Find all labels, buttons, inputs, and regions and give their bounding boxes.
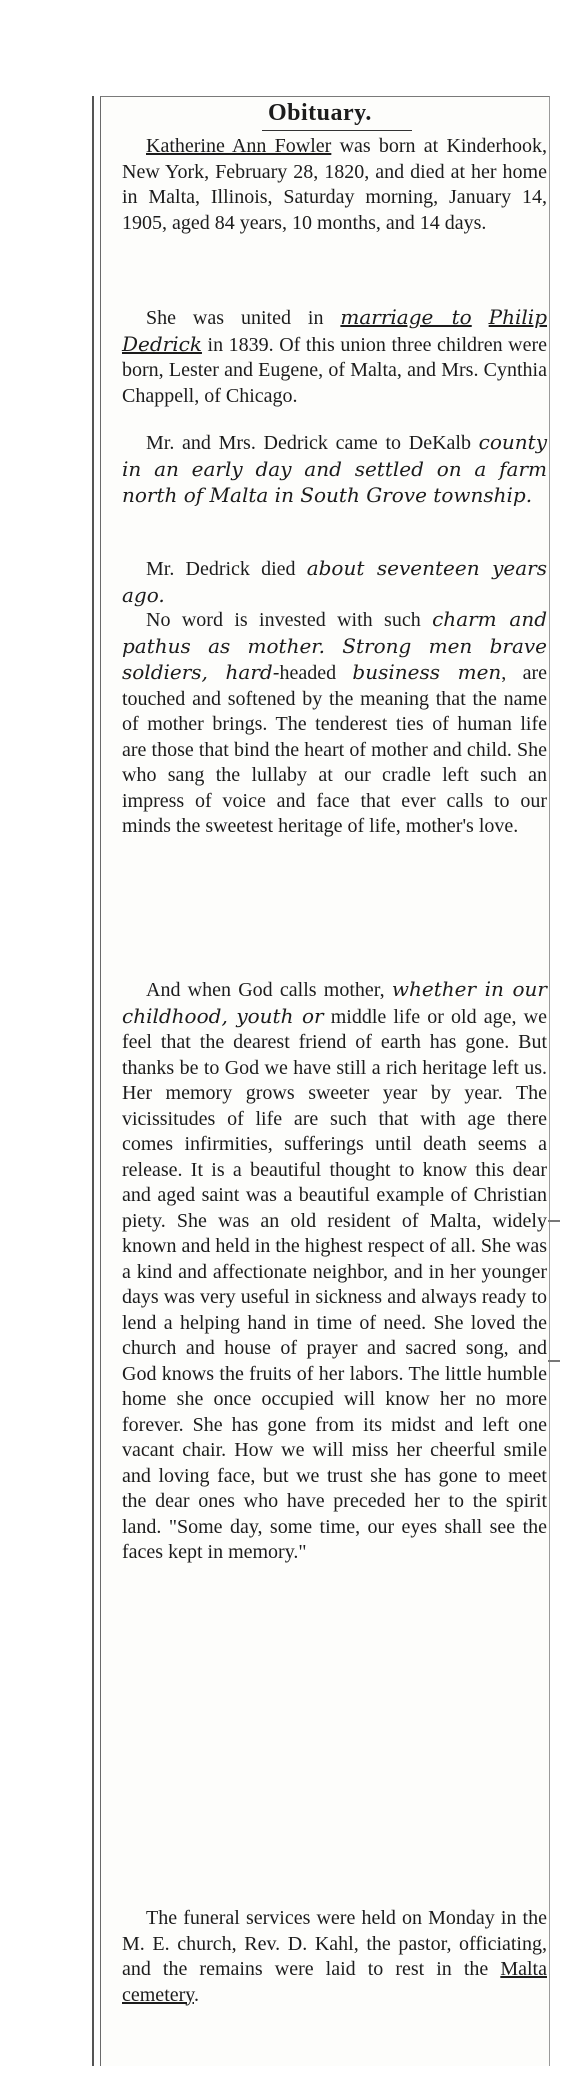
paragraph-text: Mr. Dedrick died (146, 558, 307, 580)
handwritten-marriage: marriage to (340, 305, 472, 329)
paragraph-text: The funeral services were held on Monday in the M. E. church, Rev. D. Kahl, the pastor, officiating, and the remains were laid to rest in the (122, 1907, 547, 1980)
paragraph-text: in 1839. Of this union three children were born, Lester and Eugene, of Malta, and Mrs. Cynthia Chappell, of Chicago. (122, 333, 547, 407)
margin-mark (548, 1220, 560, 1222)
paragraph-text: , are touched and softened by the meaning that the name of mother brings. The tenderest ties of human life are those that bind the heart of mother and child. She who sang the lullaby at our cradle left such an impress of voice and face that ever calls to our minds the sweetest heritage of life, mother's love. (122, 662, 547, 837)
paragraph-text: And when God calls mother, (146, 979, 392, 1001)
paragraph-settlement (122, 430, 547, 510)
paragraph-text: . (193, 1983, 199, 2006)
handwritten-text: county in an early day and settled on a farm north of Malta in South Grove township. (122, 430, 547, 507)
obituary-title: Obituary. (268, 100, 372, 126)
spouse-name: Philip Dedrick (122, 305, 548, 356)
deceased-name: Katherine Ann Fowler (146, 135, 332, 157)
cemetery-name: Malta cemetery (122, 1958, 547, 2006)
paragraph-text: headed (279, 662, 353, 684)
paragraph-funeral (122, 1906, 547, 2008)
paragraph-mother (122, 607, 547, 840)
paragraph-text: middle life or old age, we feel that the dearest friend of earth has gone. But thanks be to God we have still a rich heritage left us. Her memory grows sweeter year by year. The vicissitudes of life are such that with age there comes infirmities, sufferings until death seems a release. It is a beautiful thought to know this dear and aged saint was a beautiful example of Christian piety. She was an old resident of Malta, widely known and held in the highest respect of all. She was a kind and affectionate neighbor, and in her younger days was very useful in sickness and always ready to lend a helping hand in time of need. She loved the church and house of prayer and sacred song, and God knows the fruits of her labors. The little humble home she once occupied will know her no more forever. She has gone from its midst and left one vacant chair. How we will miss her cheerful smile and loving face, but we trust she has gone to meet the dear ones who have preceded her to the spirit land. "Some day, some time, our eyes shall see the faces kept in memory." (122, 1005, 547, 1563)
handwritten-text: charm and pathus as mother. Strong men brave soldiers, hard- (122, 607, 547, 684)
handwritten-text: business men (352, 660, 502, 684)
paragraph-marriage (122, 305, 547, 409)
paragraph-tribute (122, 977, 547, 1566)
handwritten-text: about seventeen years ago. (122, 556, 548, 607)
title-underline (262, 130, 412, 131)
paragraph-birth-death (122, 134, 547, 236)
scan-edge (92, 96, 94, 2066)
margin-mark (548, 1360, 560, 1362)
paragraph-text: No word is invested with such (146, 609, 433, 631)
handwritten-text: whether in our childhood, youth or (122, 977, 547, 1028)
paragraph-death-of-spouse (122, 556, 547, 609)
paragraph-text: was born at Kinderhook, New York, February 28, 1820, and died at her home in Malta, Illinois, Saturday morning, January 14, 1905, aged 84 years, 10 months, and 14 days. (122, 135, 547, 234)
paragraph-text: She was united in (146, 307, 341, 329)
paragraph-text: Mr. and Mrs. Dedrick came to DeKalb (146, 432, 479, 454)
